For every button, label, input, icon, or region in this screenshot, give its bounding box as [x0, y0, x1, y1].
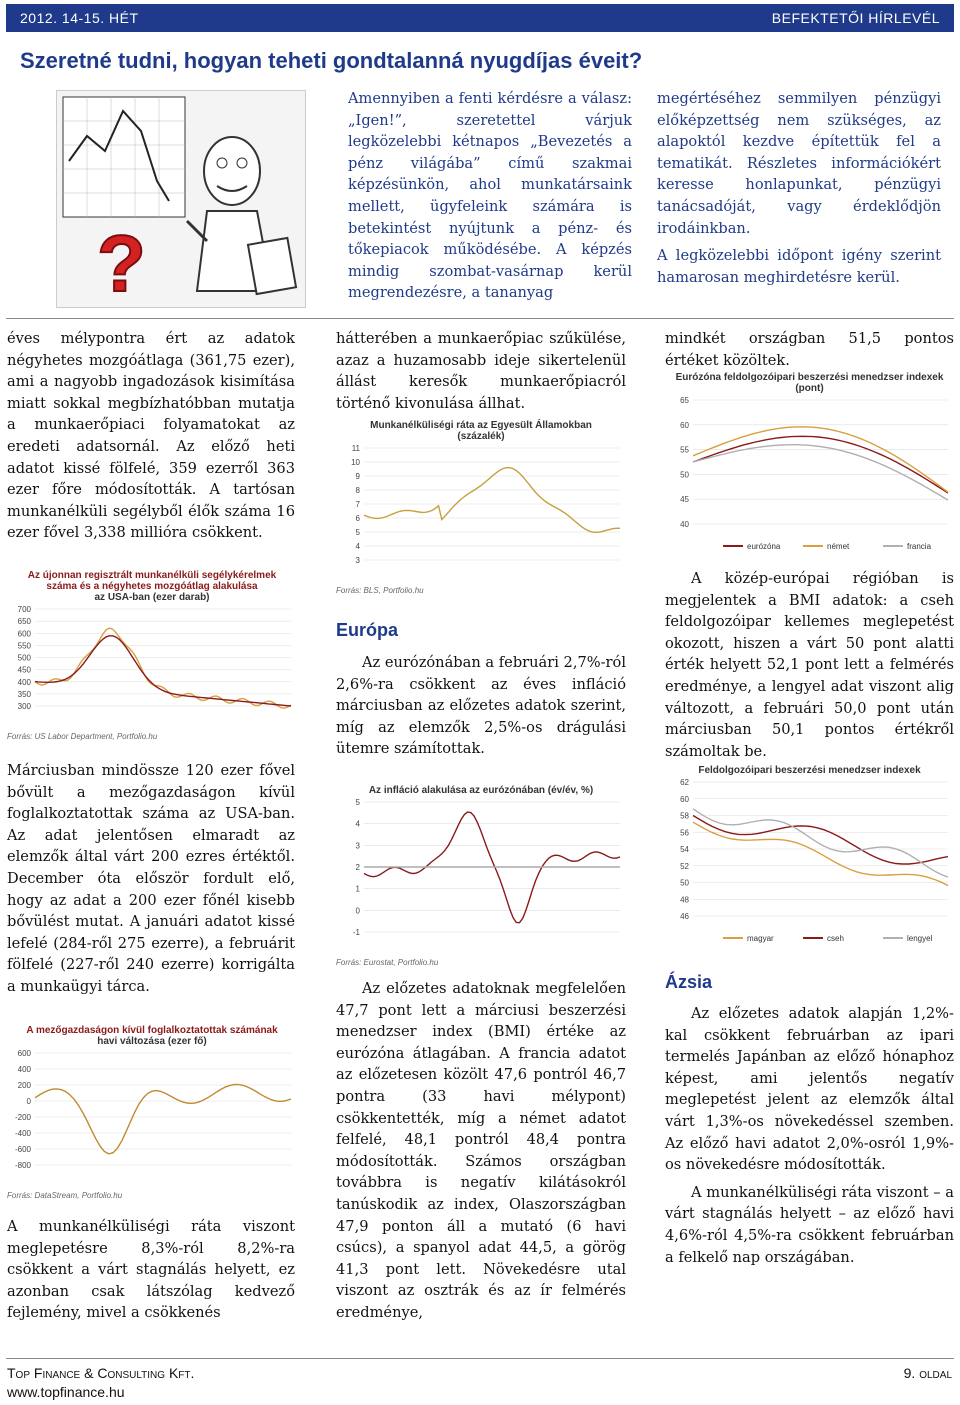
tick-label: 6	[355, 514, 360, 523]
claims-plot	[7, 603, 297, 728]
chart-title: az USA-ban (ezer darab)	[94, 592, 210, 603]
tick-label: 45	[680, 495, 689, 505]
tick-label: 8	[355, 486, 360, 495]
chart-title: A mezőgazdaságon kívül foglalkoztatottak számának	[26, 1025, 278, 1036]
col3-paragraph2: A közép-európai régióban is megjelentek a BMI adatok: a cseh feldolgozóipar kellemes meglepetést okozott, hiszen a várt 50 pont alatti érték helyett 52,1 pont lett a felmérés eredménye, a lengyel adat viszont alig változott, a februári 50,0 pont után márciusban 50,1 pontos értékről számoltak be.	[665, 570, 954, 760]
tick-label: 11	[351, 444, 360, 453]
issue-date: 2012. 14-15. HÉT	[20, 10, 139, 26]
ez-pmi-plot	[665, 394, 954, 554]
section-asia: Ázsia	[665, 972, 713, 992]
svg-text:?: ?	[97, 219, 146, 307]
tick-label: -200	[14, 1113, 31, 1122]
tick-label: 400	[17, 677, 31, 687]
series-line	[693, 445, 948, 501]
tick-label: 65	[680, 396, 689, 405]
col3-paragraph3: Az előzetes adatok alapján 1,2%-kal csökkent februárban az ipari termelés Japánban az előző hónaphoz képest, ami jelentős negatív meglepetést jelent az elemzők által várt 1,3%-os növekedéssel szemben. Az előző havi adatot 2,0%-osról 1,9%-os növekedésre módosították.	[665, 1005, 954, 1174]
tick-label: 550	[17, 641, 31, 651]
chart-ez-pmi	[665, 372, 954, 560]
chart-title: Eurózóna feldolgozóipari beszerzési menedzser indexek	[675, 372, 944, 383]
tick-label: 5	[355, 528, 360, 537]
col1-paragraph1: éves mélypontra ért az adatok négyhetes mozgóátlaga (361,75 ezer), ami a nagyobb ingadozások kisimítása miatt sokkal megbízhatóbban mutatja a munkaerőpiaci folyamatokat az eredeti adatsornál. Az előző heti adatot kissé fölfelé, 359 ezerről 363 ezer főre módosították. A tartósan munkanélküli segélyből élők száma 16 ezer fővel 3,338 millióra csökkent.	[7, 330, 295, 542]
unemployment-plot	[336, 442, 626, 582]
chart-source: Forrás: US Labor Department, Portfolio.hu	[7, 732, 158, 741]
tick-label: 58	[680, 811, 689, 821]
tick-label: 3	[355, 841, 360, 851]
tick-label: 4	[355, 542, 360, 551]
legend-label: lengyel	[907, 934, 933, 943]
col3-paragraph1: mindkét országban 51,5 pontos értéket közöltek.	[665, 330, 954, 369]
tick-label: 2	[355, 863, 360, 872]
tick-label: 350	[17, 689, 31, 699]
tick-label: 60	[680, 794, 689, 804]
col3-paragraph4: A munkanélküliségi ráta viszont – a várt stagnálás helyett – az előző havi 4,6%-ról 4,5%-ra csökkent februárban a felkelő nap országában.	[665, 1183, 954, 1266]
tick-label: 60	[680, 420, 689, 430]
divider	[6, 318, 954, 319]
tick-label: 200	[17, 1081, 31, 1090]
tick-label: 300	[17, 702, 31, 711]
tick-label: 1	[355, 884, 360, 894]
newsletter-name: BEFEKTETŐI HÍRLEVÉL	[771, 10, 940, 26]
tick-label: 50	[680, 878, 689, 888]
legend-label: eurózóna	[747, 542, 781, 551]
tick-label: 48	[680, 895, 689, 905]
inflation-plot	[336, 796, 626, 954]
tick-label: 62	[680, 778, 689, 787]
col1-paragraph2: Márciusban mindössze 120 ezer fővel bővült a mezőgazdaságon kívül foglalkoztatottak száma az USA-ban. Az adat jelentősen elmaradt az elemzők által várt 200 ezres értéktől. December óta először fordult elő, hogy az adat a 200 ezer főnél kisebb bővülést mutat. A januári adatot kissé lefelé (284-ről 275 ezerre), a februárit fölfelé (227-ről 240 ezerre) korrigálta a munkaügyi tárca.	[7, 762, 295, 995]
col1-paragraph3: A munkanélküliségi ráta viszont meglepetésre 8,3%-ról 8,2%-ra csökkent a várt stagnálás helyett, ez azonban csak látszólag kedvező fejlemény, mivel a csökkenés	[7, 1218, 295, 1322]
header-bar	[6, 4, 954, 32]
tick-label: 600	[17, 629, 31, 639]
chart-title: Munkanélküliségi ráta az Egyesült Államokban	[370, 420, 592, 431]
ad-paragraph-next-date: A legközelebbi időpont igény szerint hamarosan meghirdetésre kerül.	[657, 247, 941, 286]
series-line	[693, 809, 948, 877]
chart-title: Feldolgozóipari beszerzési menedzser indexek	[698, 765, 921, 776]
col3-text	[665, 1003, 954, 1274]
tick-label: 4	[355, 819, 360, 829]
chart-source: Forrás: Eurostat, Portfolio.hu	[336, 958, 439, 967]
tick-label: 3	[355, 556, 360, 565]
chart-jobless-claims	[7, 570, 297, 748]
chart-source: Forrás: DataStream, Portfolio.hu	[7, 1191, 123, 1200]
tick-label: 56	[680, 828, 689, 838]
payrolls-plot	[7, 1047, 297, 1187]
series-line	[35, 628, 291, 708]
ad-paragraph: megértéséhez semmilyen pénzügyi előképzettség nem szükséges, az alapoktól kezdve építettük fel a tematikát. Részletes információkért keresse honlapunkat, pénzügyi tanácsadóját, vagy érdeklődjön irodáinkban.	[657, 90, 941, 237]
tick-label: 46	[680, 912, 689, 921]
chart-title: Az újonnan regisztrált munkanélküli segélykérelmek	[27, 570, 277, 581]
chart-source: Forrás: BLS, Portfolio.hu	[336, 586, 424, 595]
tick-label: 9	[355, 472, 360, 481]
chart-title: (pont)	[795, 383, 824, 394]
tick-label: 700	[17, 605, 31, 614]
tick-label: 400	[17, 1065, 31, 1074]
chart-eurozone-inflation	[336, 785, 626, 965]
tick-label: 650	[17, 617, 31, 627]
legend-label: cseh	[827, 934, 844, 943]
chart-title: havi változása (ezer fő)	[97, 1036, 207, 1047]
tick-label: -1	[352, 928, 360, 937]
tick-label: 54	[680, 845, 689, 854]
ad-headline: Szeretné tudni, hogyan teheti gondtalanná nyugdíjas éveit?	[20, 48, 643, 73]
series-line	[35, 1085, 291, 1154]
col2-paragraph2: Az eurózónában a februári 2,7%-ról 2,6%-ra csökkent az éves infláció márciusban az előzetes adatok szerint, míg az elemzők 2,5%-os drágulási ütemre számítottak.	[336, 654, 626, 758]
section-europe: Európa	[336, 620, 399, 640]
series-line	[693, 822, 948, 885]
footer-company: Top Finance & Consulting Kft.	[7, 1365, 195, 1381]
legend-label: francia	[907, 542, 932, 551]
col2-paragraph1: hátterében a munkaerőpiac szűkülése, azaz a huzamosabb ideje sikertelenül állást keresők munkaerőpiacról történő kivonulása állhat.	[336, 330, 626, 412]
chart-payrolls	[7, 1025, 297, 1210]
tick-label: 40	[680, 520, 689, 529]
tick-label: -400	[14, 1129, 31, 1138]
tick-label: 600	[17, 1049, 31, 1058]
tick-label: -600	[14, 1145, 31, 1154]
col2-paragraph3: Az előzetes adatoknak megfelelően 47,7 pont lett a márciusi beszerzési menedzser index (BMI) értéke az eurózóna átlagában. A francia adatot az előzetesen közölt 47,6 pontról 46,7 pontra (33 havi mélypont) csökkentették, míg a német adatot felfelé, 48,1 pontról 48,4 pontra módosították. Számos országban továbbra is negatív kilátásokról tanúskodik az index, Olaszországban 47,9 ponton áll a mutató (6 havi csúcs), a spanyol adat 44,5, a görög 41,3 pont lett. Növekedésre utal viszont az osztrák és az ír felmérés eredménye,	[336, 980, 626, 1321]
chart-ce-pmi	[665, 765, 954, 950]
tick-label: 52	[680, 861, 689, 871]
tick-label: 450	[17, 665, 31, 675]
tick-label: 500	[17, 653, 31, 663]
legend-label: német	[827, 542, 850, 551]
ad-text-col2	[657, 88, 941, 294]
tick-label: 55	[680, 445, 689, 455]
cartoon-illustration	[56, 90, 306, 308]
series-line	[364, 468, 620, 533]
tick-label: 0	[355, 906, 360, 916]
chart-title: (százalék)	[457, 431, 505, 442]
tick-label: -800	[14, 1161, 31, 1170]
series-line	[693, 816, 948, 865]
ce-pmi-plot	[665, 776, 954, 946]
footer-divider	[6, 1358, 954, 1359]
tick-label: 7	[355, 500, 360, 509]
footer-url[interactable]: www.topfinance.hu	[7, 1384, 125, 1400]
tick-label: 10	[351, 458, 360, 467]
chart-title: Az infláció alakulása az eurózónában (év/év, %)	[368, 785, 594, 796]
ad-text-col1: Amennyiben a fenti kérdésre a válasz: „Igen!”, szeretettel várjuk legközelebbi kétnapos „Bevezetés a pénz világába” című szakmai képzésünkön, ahol munkatársaink mellett, ügyfeleink számára is betekintést nyújtunk a pénz- és tőkepiacok működésébe. A képzés mindig szombat-vasárnap kerül megrendezésre, a tananyag	[348, 90, 632, 302]
legend-label: magyar	[747, 934, 774, 943]
tick-label: 0	[26, 1097, 31, 1106]
series-line	[35, 636, 291, 706]
tick-label: 5	[355, 798, 360, 807]
tick-label: 50	[680, 470, 689, 480]
page-number: 9. oldal	[903, 1365, 952, 1381]
chart-title: száma és a négyhetes mozgóátlag alakulása	[46, 581, 258, 592]
chart-unemployment	[336, 420, 626, 595]
